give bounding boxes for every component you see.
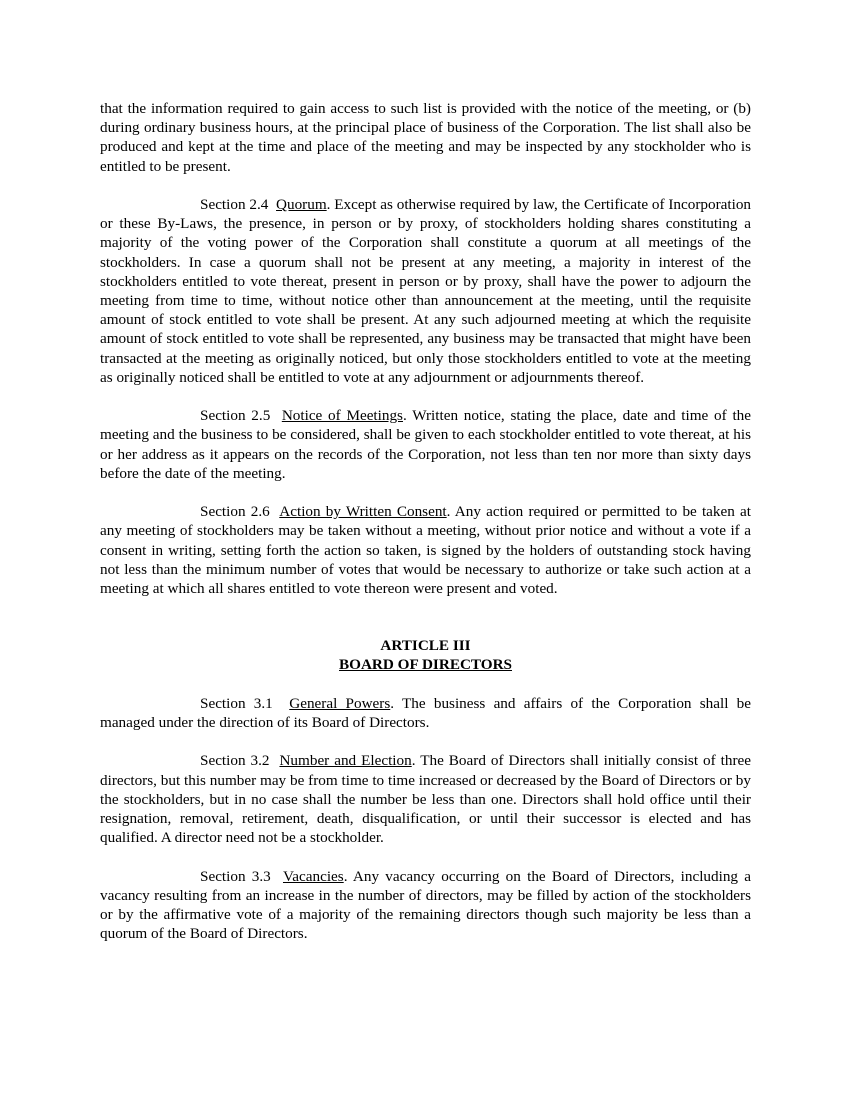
section-number: Section 2.4 (200, 196, 269, 213)
section-number: Section 3.2 (200, 752, 270, 770)
section-heading: General Powers (289, 694, 391, 712)
section-number: Section 2.6 (200, 503, 270, 521)
section-heading: Vacancies (282, 867, 344, 885)
section-text: . The Board of Directors shall initially consist of three directors, but this number may be from time to time increased or decreased by the Board of Directors or by the stockholders, but in no case shall the number be less than one. Directors shall hold office until their resignation, removal, retirement, death, disqualification, or until their successor is elected and has qualified. A director need not be a stockholder. (100, 752, 751, 847)
section-heading: Number and Election (279, 752, 412, 770)
section-2-6 (100, 502, 751, 598)
section-number: Section 2.5 (200, 407, 271, 425)
section-number: Section 3.3 (200, 867, 271, 885)
section-heading: Quorum (276, 196, 327, 213)
section-heading: Notice of Meetings (281, 407, 403, 425)
article-number: ARTICLE III (380, 637, 471, 655)
article-heading (100, 636, 751, 674)
section-number: Section 3.1 (200, 694, 273, 712)
section-3-3 (100, 867, 751, 944)
section-2-4 (100, 195, 751, 387)
section-text: . Written notice, stating the place, date and time of the meeting and the business to be considered, shall be given to each stockholder entitled to vote thereat, at his or her address as it appears on the records of the Corporation, not less than ten nor more than sixty days before the date of the meeting. (100, 407, 752, 482)
section-heading: Action by Written Consent (279, 503, 447, 521)
section-text: . Except as otherwise required by law, the Certificate of Incorporation or these By-Laws, the presence, in person or by proxy, of stockholders holding shares constituting a majority of the voting power of the Corporation shall constitute a quorum at all meetings of the stockholders. In case a quorum shall not be present at any meeting, a majority in interest of the stockholders entitled to vote thereat, present in person or by proxy, shall have the power to adjourn the meeting from time to time, without notice other than announcement at the meeting, until the requisite amount of stock entitled to vote shall be present. At any such adjourned meeting at which the requisite amount of stock entitled to vote shall be represented, any business may be transacted that might have been transacted at the meeting as originally noticed, but only those stockholders entitled to vote at the meeting as originally noticed shall be entitled to vote at any adjournment or adjournments thereof. (100, 196, 752, 386)
document-body (100, 99, 751, 943)
section-text: . Any vacancy occurring on the Board of Directors, including a vacancy resulting from an increase in the number of directors, may be filled by action of the stockholders or by the affirmative vote of a majority of the remaining directors though such majority be less than a quorum of the Board of Directors. (100, 867, 751, 943)
section-text: . Any action required or permitted to be taken at any meeting of stockholders may be taken without a meeting, without prior notice and without a vote if a consent in writing, setting forth the action so taken, is signed by the holders of outstanding stock having not less than the minimum number of votes that would be necessary to authorize or take such action at a meeting at which all shares entitled to vote thereon were present and voted. (100, 503, 752, 598)
section-2-5 (100, 406, 751, 483)
opening-paragraph: that the information required to gain access to such list is provided with the notice of the meeting, or (b) during ordinary business hours, at the principal place of business of the Corporation. The list shall also be produced and kept at the time and place of the meeting and may be inspected by any stockholder who is entitled to be present. (100, 100, 751, 175)
section-text: . The business and affairs of the Corporation shall be managed under the direction of its Board of Directors. (100, 694, 752, 732)
article-title: BOARD OF DIRECTORS (339, 656, 512, 674)
section-3-1 (100, 694, 751, 732)
section-3-2 (100, 751, 751, 847)
